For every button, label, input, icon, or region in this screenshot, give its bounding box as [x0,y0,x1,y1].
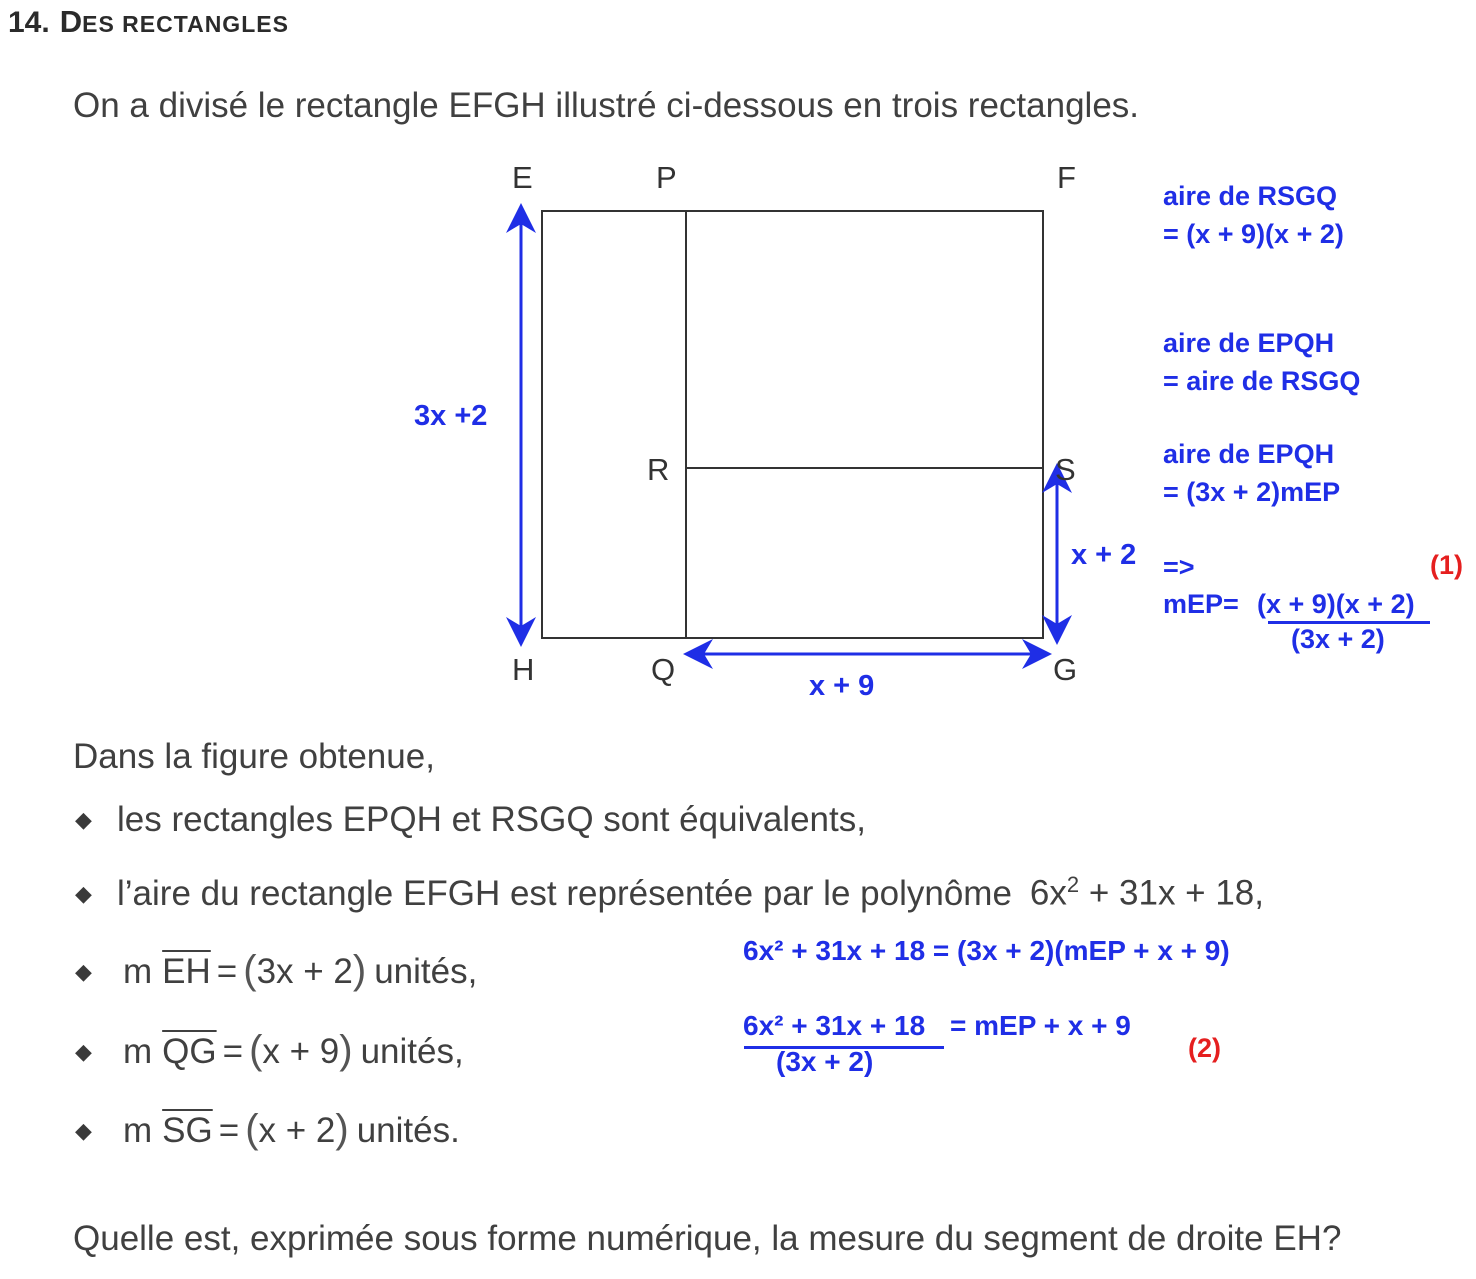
annotation-rsgq-area [1163,177,1344,253]
annotation-ref-2: (2) [1188,1033,1221,1063]
annotation-eq2-rest: = mEP + x + 9 [950,1010,1131,1041]
rectangle-efgh [542,211,1043,638]
polynomial [1030,872,1264,914]
annotation-epqh-area [1163,435,1340,511]
vertex-label-f: F [1057,160,1076,195]
unit-text: unités. [356,1111,460,1150]
measure-prefix: m [123,1032,153,1071]
vertex-label-p: P [656,160,677,195]
annotation-eq2-denominator: (3x + 2) [776,1046,874,1077]
annotation-line: = (x + 9)(x + 2) [1163,219,1344,249]
list-item-text: l’aire du rectangle EFGH est représentée par le polynôme [117,873,1012,913]
annotation-eq2-numerator: 6x² + 31x + 18 [743,1010,926,1041]
dimension-label-sg: x + 2 [1071,539,1137,571]
vertex-label-q: Q [651,652,676,687]
unit-text: unités, [374,952,478,991]
measure-prefix: m [123,1111,153,1150]
annotation-ref-1: (1) [1430,550,1463,580]
bullet-icon: ◆ [75,880,92,906]
bullet-icon: ◆ [75,1118,92,1143]
section-title-initial: D [59,4,83,39]
measure-prefix: m [123,952,153,991]
vertex-label-h: H [512,652,535,687]
annotation-line: = aire de RSGQ [1163,366,1361,396]
bullet-icon: ◆ [75,1039,92,1064]
annotation-mep-prefix: mEP= [1163,589,1239,619]
equals-sign: = [216,952,238,991]
dimension-label-eh: 3x +2 [414,400,488,432]
segment-eh: $\overline{EH}$ [162,952,211,991]
list-item-text: les rectangles EPQH et RSGQ sont équivalents, [117,800,866,839]
bullet-icon: ◆ [75,959,92,984]
vertex-label-s: S [1055,452,1076,487]
annotation-implies: => [1163,552,1195,582]
list-item [75,1107,460,1152]
equals-sign: = [222,1032,244,1071]
open-paren: ( [245,1107,259,1151]
question-text: Quelle est, exprimée sous forme numérique, la mesure du segment de droite EH? [73,1219,1342,1258]
section-number: 14. [8,6,50,39]
measure-value-sg: x + 2 [258,1111,336,1150]
dimension-label-qg: x + 9 [809,670,875,702]
close-paren: ) [339,1028,353,1072]
close-paren: ) [352,948,367,992]
vertex-label-g: G [1053,652,1078,687]
vertex-label-e: E [512,160,533,195]
annotation-line: = (3x + 2)mEP [1163,477,1341,507]
poly-exponent: 2 [1066,872,1080,897]
annotation-mep-numerator: (x + 9)(x + 2) [1257,589,1415,619]
body-intro: Dans la figure obtenue, [73,737,435,776]
intro-text: On a divisé le rectangle EFGH illustré ci-dessous en trois rectangles. [73,86,1140,125]
list-item [75,800,866,840]
poly-term: 6x [1029,873,1067,913]
annotation-equation-full: 6x² + 31x + 18 = (3x + 2)(mEP + x + 9) [743,935,1230,966]
annotation-line: aire de EPQH [1163,439,1335,469]
measure-value-qg: x + 9 [262,1032,340,1071]
list-item [75,948,477,993]
section-title-rest: ES RECTANGLES [82,11,289,37]
segment-qg: $\overline{QG}$ [162,1032,217,1071]
vertex-label-r: R [647,452,670,487]
annotation-line: aire de EPQH [1163,328,1335,358]
annotation-line: aire de RSGQ [1163,181,1338,211]
segment-sg: $\overline{SG}$ [162,1111,213,1150]
equals-sign: = [218,1111,240,1150]
list-item [75,872,1264,914]
annotation-epqh-equiv [1163,324,1360,400]
poly-rest: + 31x + 18, [1079,873,1265,913]
unit-text: unités, [360,1032,464,1071]
bullet-icon: ◆ [75,807,92,832]
measure-value-eh: 3x + 2 [256,952,353,991]
open-paren: ( [243,948,257,992]
annotation-mep-denominator: (3x + 2) [1291,624,1385,654]
open-paren: ( [249,1028,263,1072]
list-item [75,1028,464,1073]
close-paren: ) [335,1107,349,1151]
